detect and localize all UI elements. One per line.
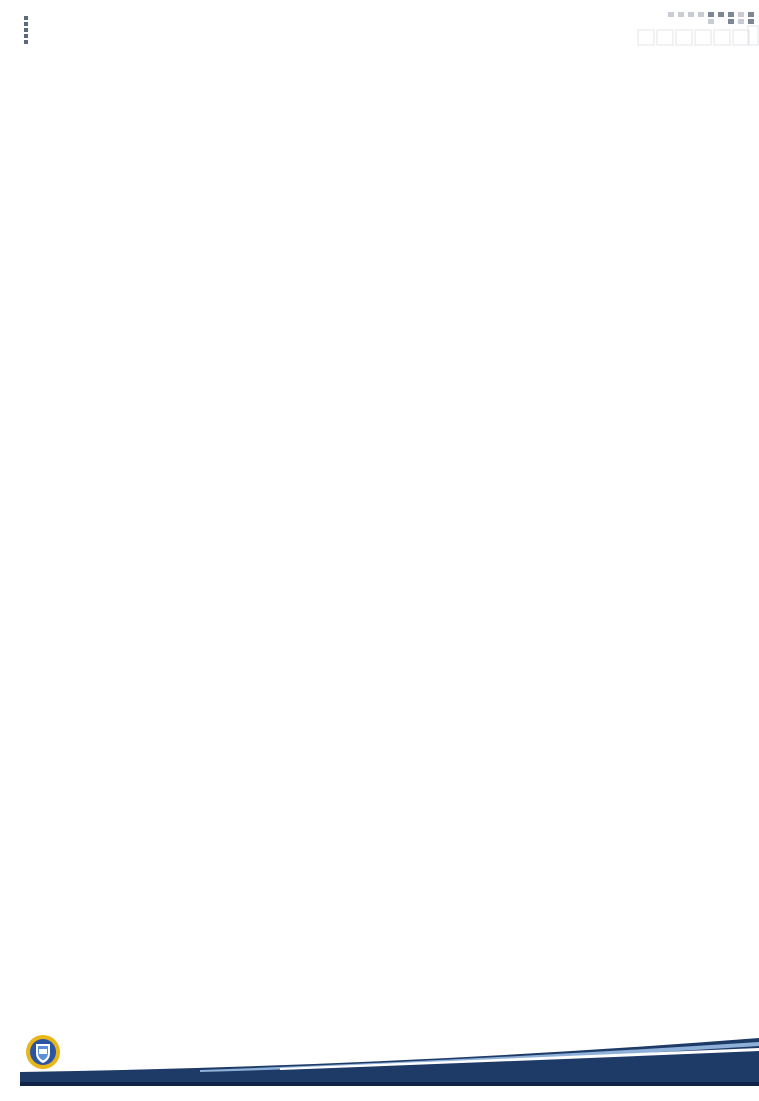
page-header	[0, 0, 759, 60]
pixel-grid-decoration-icon	[636, 10, 759, 50]
shield-emblem-icon	[25, 1034, 61, 1070]
footer-wave-band	[20, 1026, 759, 1088]
header-accent-bar	[24, 16, 28, 46]
page-footer	[0, 1026, 759, 1101]
